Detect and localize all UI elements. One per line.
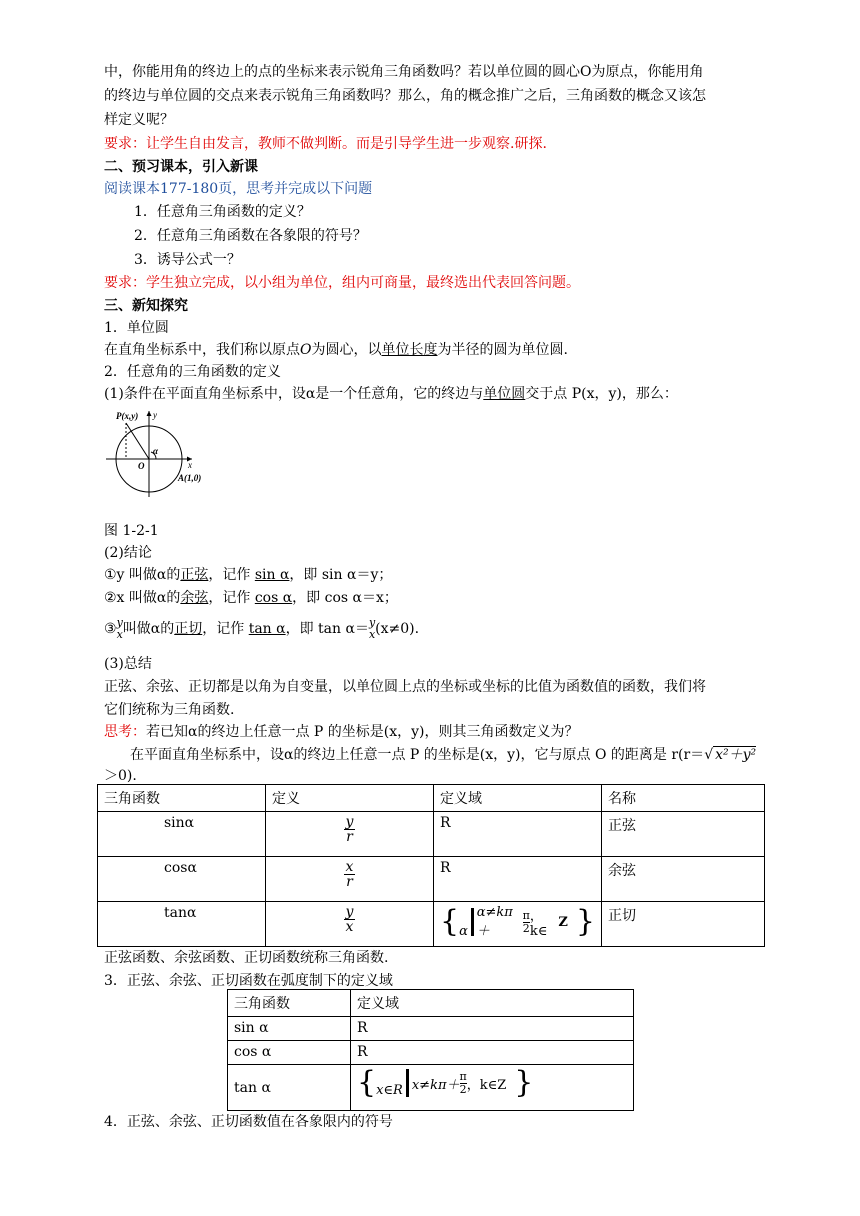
summary-title: (3)总结 bbox=[104, 656, 152, 672]
table1-header-name: 名称 bbox=[602, 785, 765, 812]
conclusion-title: (2)结论 bbox=[104, 545, 152, 561]
after-table-note: 正弦函数、余弦函数、正切函数统称三角函数. bbox=[104, 950, 389, 966]
intro-requirement: 要求：让学生自由发言，教师不做判断。而是引导学生进一步观察.研探. bbox=[104, 136, 547, 152]
intro-line-2: 的终边与单位圆的交点来表示锐角三角函数吗？那么，角的概念推广之后，三角函数的概念又该怎 bbox=[104, 88, 706, 104]
summary-line-2: 它们统称为三角函数. bbox=[104, 702, 235, 718]
origin-label: O bbox=[138, 461, 145, 471]
table2-fn-tan: tan α bbox=[228, 1065, 351, 1111]
table2-fn-sin: sin α bbox=[228, 1017, 351, 1041]
y-axis-arrow bbox=[147, 411, 152, 416]
condition-text: (1)条件在平面直角坐标系中，设α是一个任意角，它的终边与单位圆交于点 P(x，y)，那么： bbox=[104, 386, 678, 402]
summary-line-1: 正弦、余弦、正切都是以角为自变量，以单位圆上点的坐标或坐标的比值为函数值的函数，我们将 bbox=[104, 679, 706, 695]
table1-domain-tan: { α α≠kπ＋ $\frac{\pi}{2}$ ，k∈ Z } bbox=[434, 902, 602, 947]
conclusion-cosine: ②x 叫做α的余弦，记作 cos α，即 cos α＝x； bbox=[104, 590, 398, 606]
section-2-requirement: 要求：学生独立完成，以小组为单位，组内可商量，最终选出代表回答问题。 bbox=[104, 275, 580, 291]
table-row bbox=[228, 1017, 634, 1041]
table1-def-tan: $\frac{y}{x}$ bbox=[345, 904, 354, 935]
table1-def-sin: $\frac{y}{r}$ bbox=[345, 814, 354, 845]
table1-fn-tan: tanα bbox=[98, 902, 266, 947]
point-P-label: P(x,y) bbox=[116, 411, 139, 421]
table-row bbox=[228, 1065, 634, 1111]
unit-circle-title: 1．单位圆 bbox=[104, 320, 169, 336]
table1-header-definition: 定义 bbox=[266, 785, 434, 812]
paragraph-r-definition: 在平面直角坐标系中，设α的终边上任意一点 P 的坐标是(x，y)，它与原点 O 的距离是 r(r＝√ x²＋y² bbox=[130, 747, 757, 763]
figure-caption: 图 1-2-1 bbox=[104, 523, 159, 539]
section-2-heading: 二、预习课本，引入新课 bbox=[104, 159, 258, 175]
table2-header-function: 三角函数 bbox=[228, 990, 351, 1017]
trig-definition-title: 2．任意角的三角函数的定义 bbox=[104, 364, 281, 380]
table1-fn-cos: cosα bbox=[98, 857, 266, 902]
paragraph-r-tail: ＞0). bbox=[104, 768, 137, 784]
table-row bbox=[98, 857, 765, 902]
table1-header-domain: 定义域 bbox=[434, 785, 602, 812]
point-A-label: A(1,0) bbox=[178, 473, 202, 483]
table1-def-cos: $\frac{x}{r}$ bbox=[345, 859, 354, 890]
question-1: 1．任意角三角函数的定义？ bbox=[134, 204, 311, 220]
table2-domain-sin: R bbox=[351, 1017, 634, 1041]
table2-domain-tan: { x∈R x≠kπ＋ $\frac{\pi}{2}$ ，k∈Z } bbox=[351, 1065, 634, 1111]
table1-fn-sin: sinα bbox=[98, 812, 266, 857]
radian-domain-title: 3．正弦、余弦、正切函数在弧度制下的定义域 bbox=[104, 973, 393, 989]
conclusion-tangent: ③ y x 叫做α的正切，记作 tan α，即 tan α＝ y x (x≠0). bbox=[104, 616, 420, 641]
table1-name-tan: 正切 bbox=[602, 902, 765, 947]
intro-line-3: 样定义呢？ bbox=[104, 112, 174, 128]
trig-definition-table bbox=[97, 784, 765, 947]
table1-domain-sin: R bbox=[434, 812, 602, 857]
table1-name-sin: 正弦 bbox=[602, 812, 765, 857]
table1-domain-cos: R bbox=[434, 857, 602, 902]
section-3-heading: 三、新知探究 bbox=[104, 298, 188, 314]
y-axis-label: y bbox=[153, 410, 157, 420]
unit-circle-definition: 在直角坐标系中，我们称以原点O为圆心，以单位长度为半径的圆为单位圆. bbox=[104, 342, 568, 358]
radian-domain-table bbox=[227, 989, 634, 1111]
reading-instruction: 阅读课本177-180页，思考并完成以下问题 bbox=[104, 181, 373, 197]
question-3: 3．诱导公式一？ bbox=[134, 252, 241, 268]
table1-header-function: 三角函数 bbox=[98, 785, 266, 812]
table2-header-domain: 定义域 bbox=[351, 990, 634, 1017]
x-axis-label: x bbox=[188, 460, 192, 470]
table1-name-cos: 余弦 bbox=[602, 857, 765, 902]
think-question: 思考：若已知α的终边上任意一点 P 的坐标是(x，y)，则其三角函数定义为？ bbox=[104, 724, 579, 740]
table-row bbox=[98, 812, 765, 857]
intro-line-1: 中，你能用角的终边上的点的坐标来表示锐角三角函数吗？若以单位圆的圆心O为原点，你能用角 bbox=[104, 64, 704, 80]
alpha-label: α bbox=[153, 446, 158, 456]
question-2: 2．任意角三角函数在各象限的符号？ bbox=[134, 228, 367, 244]
table-row bbox=[228, 1041, 634, 1065]
quadrant-sign-title: 4．正弦、余弦、正切函数值在各象限内的符号 bbox=[104, 1114, 393, 1130]
table2-domain-cos: R bbox=[351, 1041, 634, 1065]
table2-fn-cos: cos α bbox=[228, 1041, 351, 1065]
table-row bbox=[98, 902, 765, 947]
unit-circle-figure bbox=[104, 405, 224, 515]
conclusion-sine: ①y 叫做α的正弦，记作 sin α，即 sin α＝y； bbox=[104, 567, 393, 583]
